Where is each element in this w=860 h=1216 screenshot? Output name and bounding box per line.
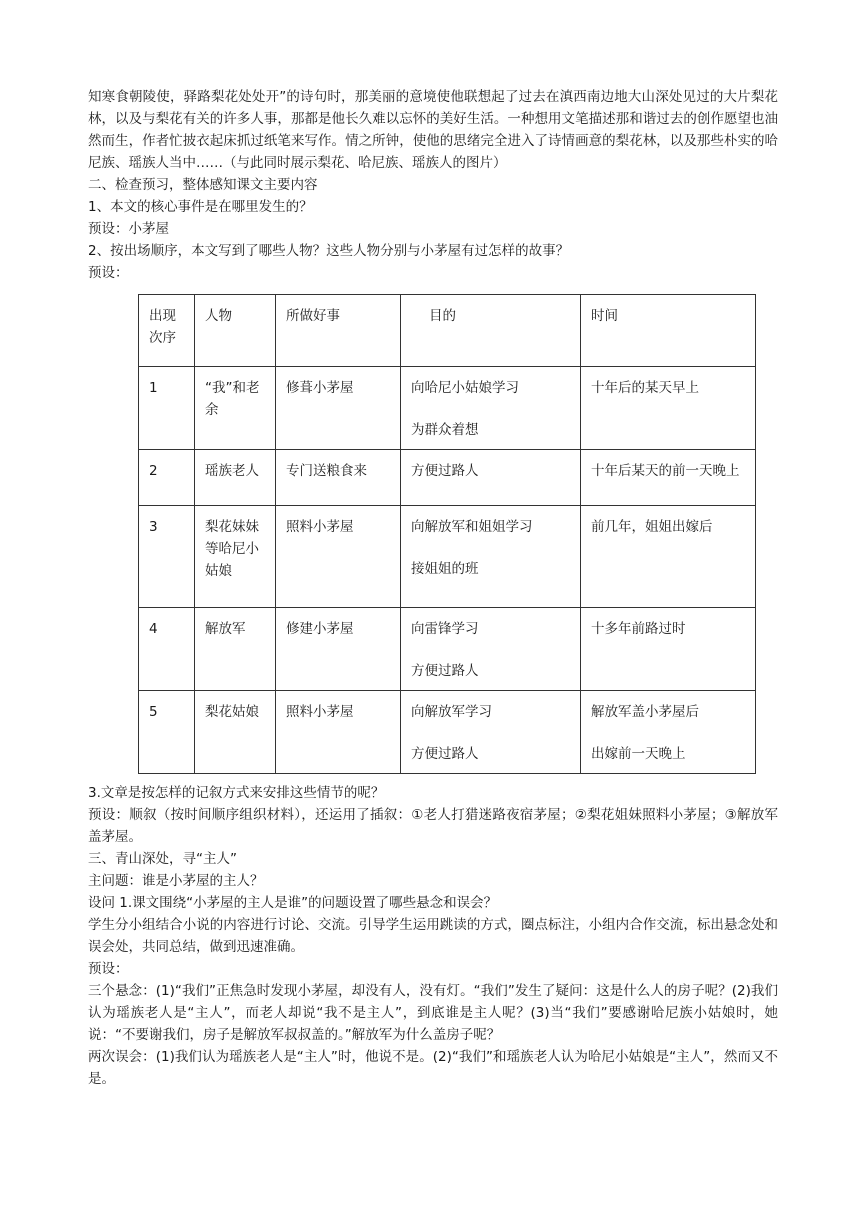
table-row [139, 367, 756, 450]
characters-table [138, 294, 756, 774]
cell-deed: 专门送粮食来 [276, 450, 401, 506]
cell-purpose [401, 506, 581, 608]
section3-heading: 三、青山深处，寻“主人” [88, 851, 237, 867]
cell-purpose: 方便过路人 [401, 450, 581, 506]
cell-order: 1 [139, 367, 195, 450]
cell-time: 前几年，姐姐出嫁后 [581, 506, 756, 608]
purpose-line: 向解放军和姐姐学习 [411, 519, 533, 535]
purpose-line: 为群众着想 [411, 422, 479, 438]
cell-order: 5 [139, 691, 195, 774]
answer-2-label: 预设： [88, 265, 129, 281]
misunderstanding-paragraph: 两次误会：(1)我们认为瑶族老人是“主人”时，他说不是。(2)“我们”和瑶族老人认为哈尼小姑娘是“主人”，然而又不是。 [88, 1049, 778, 1087]
cell-time: 十年后某天的前一天晚上 [581, 450, 756, 506]
cell-person: 梨花妹妹等哈尼小姑娘 [195, 506, 276, 608]
header-purpose: 目的 [401, 295, 581, 367]
suspense-paragraph: 三个悬念：(1)“我们”正焦急时发现小茅屋，却没有人，没有灯。“我们”发生了疑问：这是什么人的房子呢？(2)我们认为瑶族老人是“主人”，而老人却说“我不是主人”，到底谁是主人呢？(3)当“我们”要感谢哈尼族小姑娘时，她说：“不要谢我们，房子是解放军叔叔盖的。”解放军为什么盖房子呢？ [88, 983, 778, 1043]
cell-time: 十多年前路过时 [581, 608, 756, 691]
cell-order: 4 [139, 608, 195, 691]
time-line: 出嫁前一天晚上 [591, 746, 686, 762]
table-row [139, 691, 756, 774]
purpose-line: 接姐姐的班 [411, 561, 479, 577]
time-line: 解放军盖小茅屋后 [591, 704, 699, 720]
answer-4-label: 预设： [88, 961, 129, 977]
cell-time [581, 691, 756, 774]
header-time: 时间 [581, 295, 756, 367]
cell-order: 3 [139, 506, 195, 608]
header-person: 人物 [195, 295, 276, 367]
cell-deed: 照料小茅屋 [276, 506, 401, 608]
header-order: 出现次序 [139, 295, 195, 367]
cell-purpose [401, 608, 581, 691]
question-2: 2、按出场顺序，本文写到了哪些人物？这些人物分别与小茅屋有过怎样的故事？ [88, 243, 570, 259]
cell-purpose [401, 691, 581, 774]
purpose-line: 向雷锋学习 [411, 621, 479, 637]
table-row [139, 608, 756, 691]
sub-question-1: 设问 1.课文围绕“小茅屋的主人是谁”的问题设置了哪些悬念和误会？ [88, 895, 498, 911]
section2-heading: 二、检查预习，整体感知课文主要内容 [88, 177, 318, 193]
cell-deed: 修葺小茅屋 [276, 367, 401, 450]
post-table-section [88, 782, 778, 1090]
purpose-line: 向解放军学习 [411, 704, 492, 720]
cell-deed: 照料小茅屋 [276, 691, 401, 774]
answer-1: 预设：小茅屋 [88, 221, 169, 237]
cell-person: 瑶族老人 [195, 450, 276, 506]
intro-paragraph: 知寒食朝陵使，驿路梨花处处开”的诗句时，那美丽的意境使他联想起了过去在滇西南边地大山深处见过的大片梨花林，以及与梨花有关的许多人事，那都是他长久难以忘怀的美好生活。一种想用文笔描述那和谐过去的创作愿望也油然而生，作者忙披衣起床抓过纸笔来写作。情之所钟，使他的思绪完全进入了诗情画意的梨花林，以及那些朴实的哈尼族、瑶族人当中……（与此同时展示梨花、哈尼族、瑶族人的图片） [88, 89, 778, 171]
cell-deed: 修建小茅屋 [276, 608, 401, 691]
cell-person: “我”和老余 [195, 367, 276, 450]
question-3: 3.文章是按怎样的记叙方式来安排这些情节的呢？ [88, 785, 385, 801]
purpose-line: 向哈尼小姑娘学习 [411, 380, 519, 396]
purpose-line: 方便过路人 [411, 663, 479, 679]
cell-person: 解放军 [195, 608, 276, 691]
cell-time: 十年后的某天早上 [581, 367, 756, 450]
instruction-paragraph: 学生分小组结合小说的内容进行讨论、交流。引导学生运用跳读的方式，圈点标注，小组内合作交流，标出悬念处和误会处，共同总结，做到迅速准确。 [88, 917, 778, 955]
cell-purpose [401, 367, 581, 450]
main-question: 主问题：谁是小茅屋的主人？ [88, 873, 264, 889]
purpose-line: 方便过路人 [411, 746, 479, 762]
document-page [88, 86, 778, 1090]
table-row [139, 506, 756, 608]
cell-person: 梨花姑娘 [195, 691, 276, 774]
table-header-row [139, 295, 756, 367]
answer-3: 预设：顺叙（按时间顺序组织材料），还运用了插叙：①老人打猎迷路夜宿茅屋；②梨花姐妹照料小茅屋；③解放军盖茅屋。 [88, 807, 778, 845]
question-1: 1、本文的核心事件是在哪里发生的？ [88, 199, 313, 215]
cell-order: 2 [139, 450, 195, 506]
table-row [139, 450, 756, 506]
header-deed: 所做好事 [276, 295, 401, 367]
